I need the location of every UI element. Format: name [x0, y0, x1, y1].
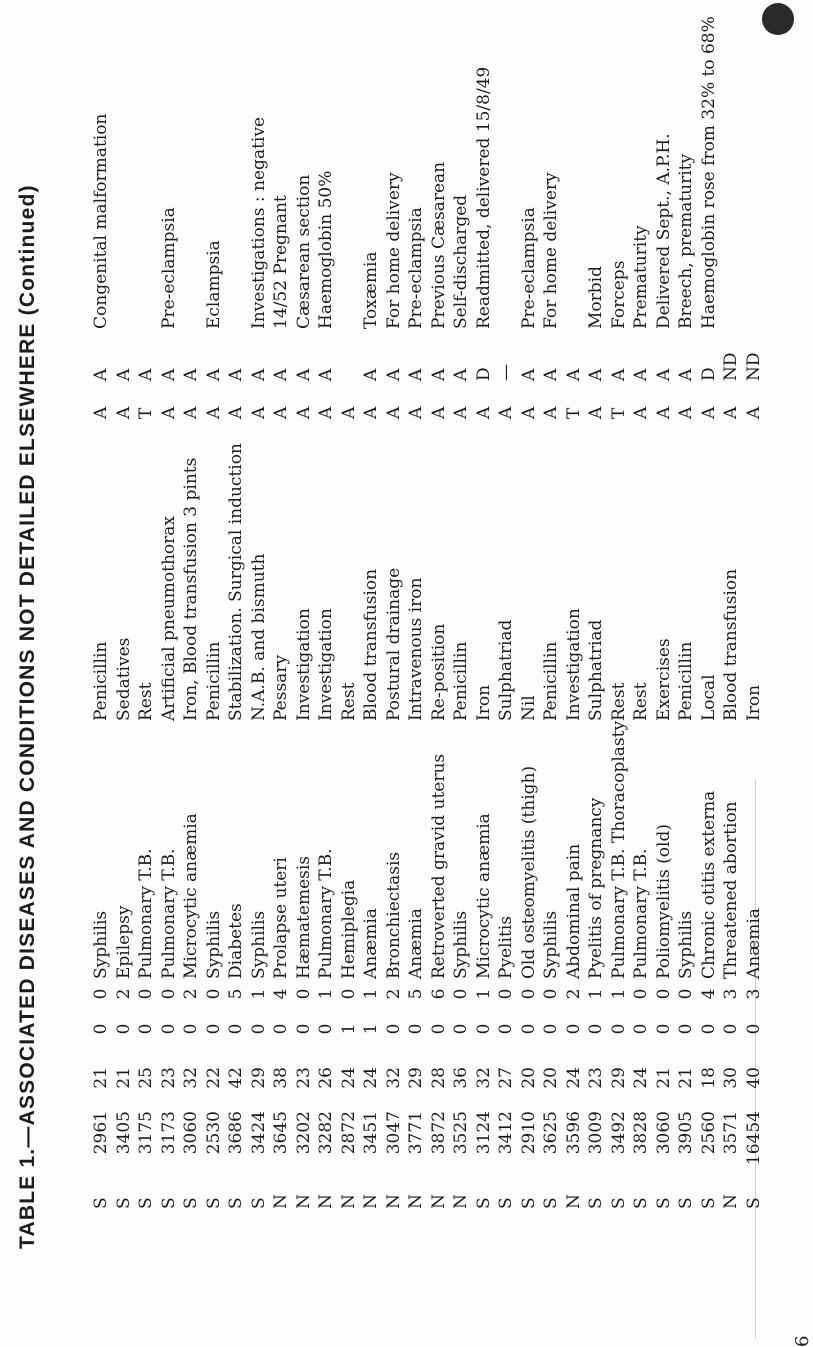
cell-ref: 3405	[113, 1111, 134, 1155]
cell-disease: Pyelitis	[496, 916, 516, 979]
cell-abort: 0	[653, 988, 674, 1000]
cell-result: A	[271, 406, 291, 419]
cell-sex: N	[316, 1194, 336, 1209]
cell-sex: N	[383, 1194, 404, 1209]
cell-result: A	[496, 406, 516, 419]
cell-sex: S	[113, 1197, 134, 1209]
cell-disease: Microcytic anæmia	[473, 813, 494, 979]
cell-abort: 5	[226, 988, 246, 1000]
cell-abort: 4	[698, 988, 719, 1000]
cell-disease: Anæmia	[406, 908, 426, 979]
cell-fate: A	[113, 368, 134, 381]
cell-treatment: Penicillin	[203, 641, 224, 721]
cell-fate: A	[653, 368, 674, 381]
cell-abort: 1	[316, 988, 336, 1000]
cell-age: 29	[406, 1067, 426, 1089]
cell-result: A	[181, 406, 201, 419]
cell-comment: Pre-eclampsia	[518, 207, 539, 329]
cell-comment: Investigations : negative	[248, 116, 269, 329]
cell-result: A	[428, 406, 449, 419]
cell-treatment: Investigation	[563, 608, 584, 721]
cell-disease: Syphilis	[91, 910, 111, 979]
cell-disease: Hemiplegia	[338, 879, 359, 979]
cell-disease: Hæmatemesis	[293, 855, 314, 979]
cell-para: 0	[248, 1023, 269, 1035]
cell-ref: 3451	[361, 1111, 381, 1155]
cell-treatment: Blood transfusion	[721, 568, 741, 721]
cell-ref: 3828	[631, 1111, 651, 1155]
cell-treatment: Stabilization. Surgical induction	[226, 443, 246, 721]
cell-comment: Eclampsia	[203, 240, 224, 329]
cell-result: T	[608, 407, 629, 419]
cell-para: 0	[316, 1023, 336, 1035]
cell-ref: 3771	[406, 1111, 426, 1155]
cell-abort: 1	[608, 988, 629, 1000]
cell-comment: Morbid	[586, 266, 606, 329]
cell-disease: Pulmonary T.B.	[158, 848, 179, 979]
cell-treatment: Investigation	[316, 608, 336, 721]
cell-fate: A	[158, 368, 179, 381]
cell-fate: —	[496, 364, 516, 381]
cell-age: 21	[653, 1067, 674, 1089]
cell-disease: Retroverted gravid uterus	[428, 753, 449, 979]
cell-para: 0	[113, 1023, 134, 1035]
cell-fate: A	[563, 368, 584, 381]
cell-comment: Readmitted, delivered 15/8/49	[473, 66, 494, 329]
cell-ref: 3571	[721, 1111, 741, 1155]
cell-para: 0	[451, 1023, 471, 1035]
cell-ref: 3872	[428, 1111, 449, 1155]
cell-treatment: Sulphatriad	[586, 619, 606, 721]
cell-sex: N	[721, 1194, 741, 1209]
cell-abort: 0	[293, 988, 314, 1000]
cell-age: 20	[518, 1067, 539, 1089]
cell-disease: Syphilis	[451, 910, 471, 979]
cell-abort: 0	[136, 988, 156, 1000]
cell-age: 21	[676, 1067, 696, 1089]
cell-fate: A	[631, 368, 651, 381]
cell-abort: 0	[451, 988, 471, 1000]
cell-result: A	[248, 406, 269, 419]
cell-treatment: Nil	[518, 695, 539, 721]
cell-sex: S	[91, 1197, 111, 1209]
cell-treatment: Sedatives	[113, 637, 134, 721]
cell-para: 0	[158, 1023, 179, 1035]
cell-disease: Syphilis	[248, 910, 269, 979]
cell-fate: A	[608, 368, 629, 381]
cell-result: A	[451, 406, 471, 419]
cell-para: 0	[406, 1023, 426, 1035]
cell-age: 32	[383, 1067, 404, 1089]
cell-disease: Pulmonary T.B.	[316, 848, 336, 979]
cell-result: A	[631, 406, 651, 419]
cell-para: 1	[338, 1023, 359, 1035]
cell-treatment: Rest	[631, 682, 651, 721]
cell-age: 24	[563, 1067, 584, 1089]
cell-fate: A	[361, 368, 381, 381]
cell-abort: 5	[406, 988, 426, 1000]
table-heading: TABLE 1.—ASSOCIATED DISEASES AND CONDITIONS NOT DETAILED ELSEWHERE (Continued)	[16, 184, 39, 1249]
cell-treatment: Exercises	[653, 638, 674, 721]
cell-treatment: Investigation	[293, 608, 314, 721]
cell-abort: 2	[563, 988, 584, 1000]
cell-comment: Breech, prematurity	[676, 153, 696, 329]
cell-result: A	[91, 406, 111, 419]
cell-result: A	[653, 406, 674, 419]
cell-treatment: Artificial pneumothorax	[158, 515, 179, 721]
cell-sex: S	[631, 1197, 651, 1209]
cell-age: 30	[721, 1067, 741, 1089]
cell-sex: S	[496, 1197, 516, 1209]
cell-treatment: Iron	[473, 684, 494, 721]
cell-sex: N	[338, 1194, 359, 1209]
cell-sex: N	[361, 1194, 381, 1209]
cell-sex: N	[406, 1194, 426, 1209]
cell-sex: S	[541, 1197, 561, 1209]
cell-ref: 3525	[451, 1111, 471, 1155]
cell-para: 0	[518, 1023, 539, 1035]
cell-abort: 0	[676, 988, 696, 1000]
cell-result: A	[361, 406, 381, 419]
cell-abort: 0	[541, 988, 561, 1000]
cell-age: 23	[586, 1067, 606, 1089]
cell-fate: A	[428, 368, 449, 381]
cell-sex: N	[271, 1194, 291, 1209]
cell-treatment: Rest	[338, 682, 359, 721]
cell-para: 0	[608, 1023, 629, 1035]
cell-treatment: Penicillin	[91, 641, 111, 721]
cell-comment: Haemoglobin rose from 32% to 68%	[698, 16, 719, 329]
cell-result: A	[293, 406, 314, 419]
cell-ref: 2961	[91, 1111, 111, 1155]
cell-sex: S	[676, 1197, 696, 1209]
cell-fate: A	[203, 368, 224, 381]
cell-treatment: Rest	[608, 682, 629, 721]
cell-result: A	[158, 406, 179, 419]
cell-age: 22	[203, 1067, 224, 1089]
cell-abort: 1	[361, 988, 381, 1000]
cell-comment: Haemoglobin 50%	[316, 170, 336, 329]
cell-age: 26	[316, 1067, 336, 1089]
cell-para: 0	[541, 1023, 561, 1035]
cell-fate: A	[518, 368, 539, 381]
cell-para: 0	[383, 1023, 404, 1035]
cell-para: 0	[586, 1023, 606, 1035]
cell-comment: For home delivery	[383, 172, 404, 329]
cell-fate: A	[383, 368, 404, 381]
cell-fate: A	[91, 368, 111, 381]
cell-result: A	[586, 406, 606, 419]
cell-para: 0	[631, 1023, 651, 1035]
cell-para: 0	[271, 1023, 291, 1035]
cell-abort: 2	[113, 988, 134, 1000]
cell-ref: 3424	[248, 1111, 269, 1155]
cell-age: 38	[271, 1067, 291, 1089]
cell-comment: Cæsarean section	[293, 174, 314, 329]
edge-line	[755, 779, 756, 1339]
cell-ref: 3905	[676, 1111, 696, 1155]
cell-disease: Epilepsy	[113, 905, 134, 979]
cell-disease: Microcytic anæmia	[181, 813, 201, 979]
cell-sex: S	[653, 1197, 674, 1209]
cell-ref: 3282	[316, 1111, 336, 1155]
cell-result: T	[563, 407, 584, 419]
cell-disease: Pulmonary T.B.	[631, 848, 651, 979]
cell-abort: 0	[496, 988, 516, 1000]
cell-fate: A	[586, 368, 606, 381]
cell-age: 29	[248, 1067, 269, 1089]
cell-ref: 3047	[383, 1111, 404, 1155]
punch-hole	[762, 3, 794, 35]
cell-abort: 0	[158, 988, 179, 1000]
cell-comment: Forceps	[608, 260, 629, 329]
cell-fate: D	[473, 367, 494, 381]
cell-age: 23	[293, 1067, 314, 1089]
cell-ref: 3173	[158, 1111, 179, 1155]
cell-ref: 3124	[473, 1111, 494, 1155]
cell-abort: 1	[248, 988, 269, 1000]
cell-comment: Pre-eclampsia	[158, 207, 179, 329]
cell-treatment: Postural drainage	[383, 567, 404, 721]
cell-age: 21	[113, 1067, 134, 1089]
cell-abort: 0	[338, 988, 359, 1000]
cell-age: 20	[541, 1067, 561, 1089]
cell-abort: 0	[91, 988, 111, 1000]
cell-abort: 0	[518, 988, 539, 1000]
cell-sex: S	[473, 1197, 494, 1209]
cell-sex: N	[293, 1194, 314, 1209]
page-number: 6	[792, 1335, 813, 1347]
cell-para: 0	[181, 1023, 201, 1035]
cell-para: 0	[496, 1023, 516, 1035]
cell-para: 0	[743, 1023, 764, 1035]
cell-sex: S	[586, 1197, 606, 1209]
cell-result: A	[721, 406, 741, 419]
cell-sex: S	[608, 1197, 629, 1209]
cell-result: A	[473, 406, 494, 419]
cell-disease: Poliomyelitis (old)	[653, 824, 674, 979]
cell-disease: Anæmia	[743, 908, 764, 979]
cell-sex: S	[136, 1197, 156, 1209]
cell-ref: 2872	[338, 1111, 359, 1155]
cell-para: 0	[136, 1023, 156, 1035]
cell-ref: 2530	[203, 1111, 224, 1155]
cell-age: 32	[181, 1067, 201, 1089]
cell-result: A	[383, 406, 404, 419]
cell-result: A	[698, 406, 719, 419]
cell-disease: Syphilis	[676, 910, 696, 979]
cell-ref: 2910	[518, 1111, 539, 1155]
cell-result: A	[226, 406, 246, 419]
cell-treatment: Iron, Blood transfusion 3 pints	[181, 457, 201, 721]
cell-abort: 2	[181, 988, 201, 1000]
cell-age: 28	[428, 1067, 449, 1089]
cell-treatment: Local	[698, 674, 719, 721]
cell-comment: Toxæmia	[361, 251, 381, 329]
cell-fate: D	[698, 367, 719, 381]
cell-comment: Pre-eclampsia	[406, 207, 426, 329]
cell-age: 36	[451, 1067, 471, 1089]
cell-ref: 3492	[608, 1111, 629, 1155]
cell-para: 0	[226, 1023, 246, 1035]
cell-ref: 3686	[226, 1111, 246, 1155]
cell-disease: Syphilis	[203, 910, 224, 979]
cell-disease: Syphilis	[541, 910, 561, 979]
cell-abort: 3	[721, 988, 741, 1000]
cell-ref: 3645	[271, 1111, 291, 1155]
cell-comment: Self-discharged	[451, 194, 471, 329]
cell-result: A	[203, 406, 224, 419]
cell-age: 42	[226, 1067, 246, 1089]
cell-ref: 3009	[586, 1111, 606, 1155]
cell-age: 29	[608, 1067, 629, 1089]
cell-result: A	[338, 406, 359, 419]
cell-comment: Delivered Sept., A.P.H.	[653, 133, 674, 329]
cell-abort: 2	[383, 988, 404, 1000]
cell-treatment: Penicillin	[676, 641, 696, 721]
cell-ref: 2560	[698, 1111, 719, 1155]
cell-fate: A	[248, 368, 269, 381]
cell-sex: S	[743, 1197, 764, 1209]
cell-disease: Bronchiectasis	[383, 851, 404, 979]
cell-fate: A	[541, 368, 561, 381]
cell-result: A	[676, 406, 696, 419]
cell-sex: N	[428, 1194, 449, 1209]
cell-para: 0	[676, 1023, 696, 1035]
cell-fate: A	[226, 368, 246, 381]
cell-abort: 4	[271, 988, 291, 1000]
cell-disease: Pulmonary T.B.	[136, 848, 156, 979]
cell-age: 24	[338, 1067, 359, 1089]
cell-abort: 1	[473, 988, 494, 1000]
cell-disease: Old osteomyelitis (thigh)	[518, 765, 539, 979]
cell-para: 1	[361, 1023, 381, 1035]
cell-age: 32	[473, 1067, 494, 1089]
cell-age: 40	[743, 1067, 764, 1089]
cell-sex: S	[181, 1197, 201, 1209]
cell-disease: Anæmia	[361, 908, 381, 979]
cell-result: A	[113, 406, 134, 419]
cell-comment: Prematurity	[631, 225, 651, 329]
cell-comment: Previous Cæsarean	[428, 161, 449, 329]
cell-age: 27	[496, 1067, 516, 1089]
cell-abort: 6	[428, 988, 449, 1000]
cell-sex: S	[203, 1197, 224, 1209]
cell-ref: 3060	[653, 1111, 674, 1155]
cell-treatment: Pessary	[271, 654, 291, 721]
cell-treatment: Penicillin	[451, 641, 471, 721]
cell-treatment: Penicillin	[541, 641, 561, 721]
cell-disease: Prolapse uteri	[271, 857, 291, 979]
cell-disease: Pyelitis of pregnancy	[586, 797, 606, 979]
cell-ref: 3060	[181, 1111, 201, 1155]
cell-age: 25	[136, 1067, 156, 1089]
cell-abort: 0	[631, 988, 651, 1000]
cell-para: 0	[563, 1023, 584, 1035]
cell-treatment: Rest	[136, 682, 156, 721]
cell-abort: 0	[203, 988, 224, 1000]
cell-fate: A	[271, 368, 291, 381]
cell-para: 0	[428, 1023, 449, 1035]
cell-fate: A	[406, 368, 426, 381]
cell-age: 18	[698, 1067, 719, 1089]
cell-sex: S	[518, 1197, 539, 1209]
cell-fate: A	[293, 368, 314, 381]
cell-ref: 3175	[136, 1111, 156, 1155]
cell-treatment: Blood transfusion	[361, 568, 381, 721]
cell-ref: 3625	[541, 1111, 561, 1155]
cell-ref: 3412	[496, 1111, 516, 1155]
cell-ref: 3596	[563, 1111, 584, 1155]
cell-treatment: Iron	[743, 684, 764, 721]
cell-sex: S	[226, 1197, 246, 1209]
cell-fate: A	[676, 368, 696, 381]
cell-result: A	[406, 406, 426, 419]
cell-sex: S	[248, 1197, 269, 1209]
cell-age: 24	[361, 1067, 381, 1089]
cell-sex: N	[563, 1194, 584, 1209]
cell-fate: A	[136, 368, 156, 381]
cell-disease: Abdominal pain	[563, 843, 584, 979]
cell-sex: N	[451, 1194, 471, 1209]
cell-comment: For home delivery	[541, 172, 561, 329]
cell-para: 0	[91, 1023, 111, 1035]
cell-sex: S	[698, 1197, 719, 1209]
cell-age: 23	[158, 1067, 179, 1089]
cell-treatment: Intravenous iron	[406, 577, 426, 721]
cell-abort: 1	[586, 988, 606, 1000]
cell-disease: Diabetes	[226, 903, 246, 979]
cell-result: A	[541, 406, 561, 419]
cell-treatment: Sulphatriad	[496, 619, 516, 721]
cell-sex: S	[158, 1197, 179, 1209]
cell-fate: A	[181, 368, 201, 381]
cell-comment: Congenital malformation	[91, 113, 111, 329]
cell-treatment: Re-position	[428, 623, 449, 721]
cell-age: 24	[631, 1067, 651, 1089]
cell-disease: Threatened abortion	[721, 801, 741, 979]
cell-para: 0	[293, 1023, 314, 1035]
cell-disease: Chronic otitis externa	[698, 790, 719, 979]
cell-para: 0	[698, 1023, 719, 1035]
cell-fate: ND	[721, 352, 741, 381]
cell-abort: 3	[743, 988, 764, 1000]
cell-result: A	[743, 406, 764, 419]
cell-para: 0	[473, 1023, 494, 1035]
cell-disease: Pulmonary T.B. Thoracoplasty	[608, 720, 629, 979]
cell-para: 0	[653, 1023, 674, 1035]
cell-comment: 14/52 Pregnant	[271, 195, 291, 329]
cell-result: A	[518, 406, 539, 419]
cell-ref: 3202	[293, 1111, 314, 1155]
cell-age: 21	[91, 1067, 111, 1089]
cell-para: 0	[203, 1023, 224, 1035]
cell-fate: ND	[743, 352, 764, 381]
cell-treatment: N.A.B. and bismuth	[248, 553, 269, 721]
cell-fate: A	[451, 368, 471, 381]
cell-result: T	[136, 407, 156, 419]
cell-ref: 16454	[743, 1111, 764, 1166]
cell-para: 0	[721, 1023, 741, 1035]
cell-fate: A	[316, 368, 336, 381]
cell-result: A	[316, 406, 336, 419]
